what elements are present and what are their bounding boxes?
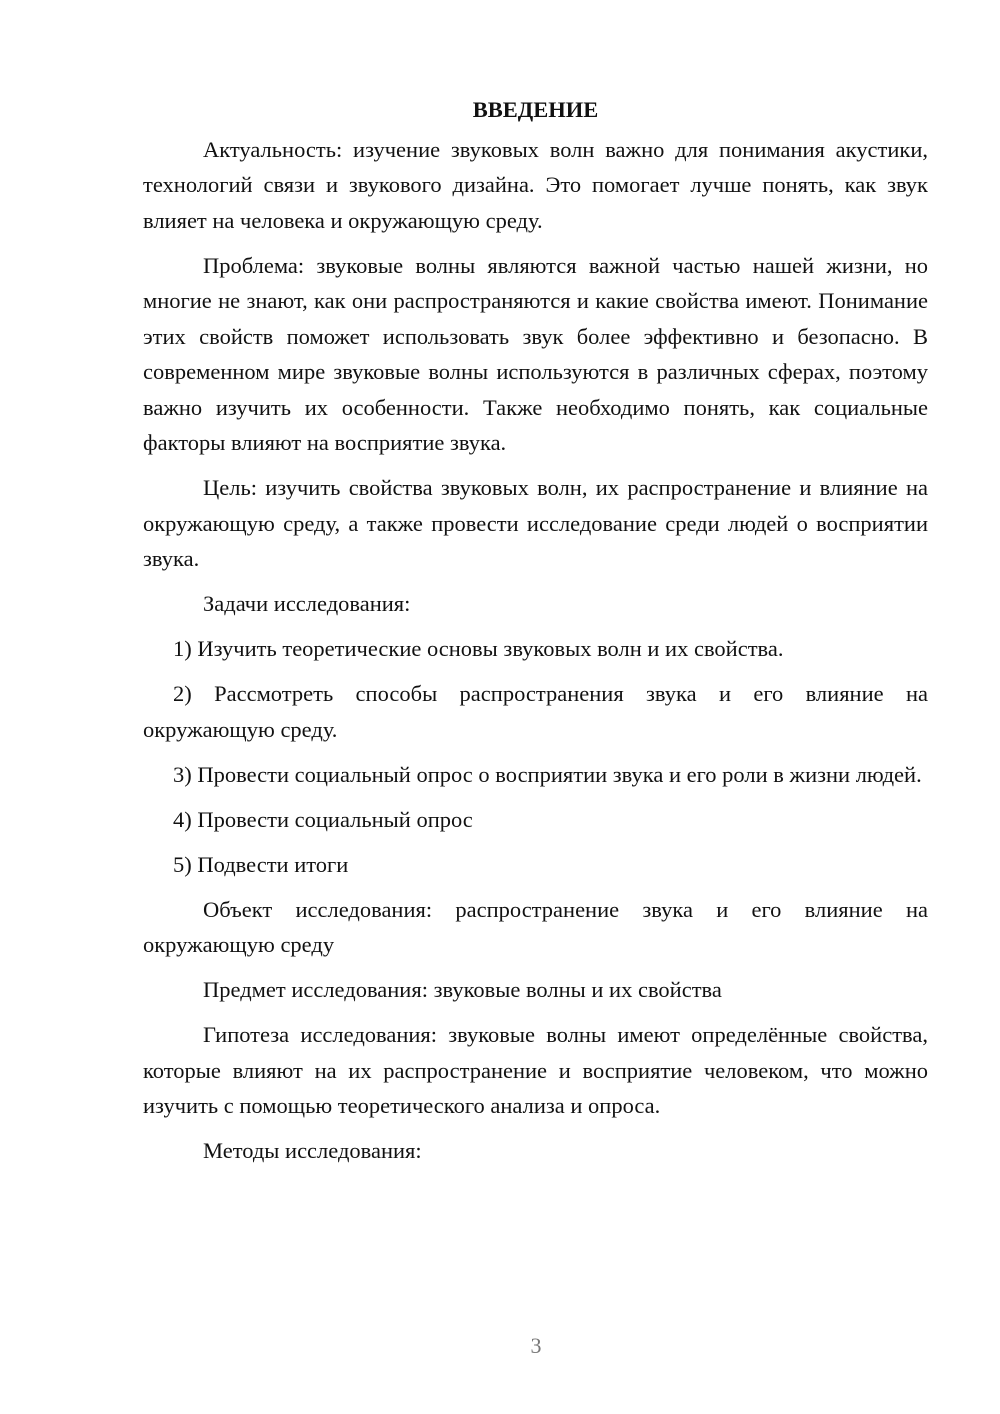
hypothesis-paragraph: Гипотеза исследования: звуковые волны имеют определённые свойства, которые влияют на их распространение и восприятие человеком, что можно изучить с помощью теоретического анализа и опроса. — [143, 1022, 928, 1118]
object-paragraph: Объект исследования: распространение звука и его влияние на окружающую среду — [143, 896, 928, 957]
page-number: 3 — [530, 1333, 542, 1358]
relevance-paragraph: Актуальность: изучение звуковых волн важно для понимания акустики, технологий связи и звукового дизайна. Это помогает лучше понять, как звук влияет на человека и окружающую среду. — [143, 136, 928, 233]
problem-paragraph: Проблема: звуковые волны являются важной частью нашей жизни, но многие не знают, как они распространяются и какие свойства имеют. Понимание этих свойств поможет использовать звук более эффективно и безопасно. В современном мире звуковые волны используются в различных сферах, поэтому важно изучить их особенности. Также необходимо понять, как социальные факторы влияют на восприятие звука. — [143, 252, 928, 455]
methods-title: Методы исследования: — [203, 1138, 422, 1163]
section-heading: ВВЕДЕНИЕ — [472, 97, 599, 122]
subject-paragraph: Предмет исследования: звуковые волны и их свойства — [203, 977, 722, 1002]
task-item: 2) Рассмотреть способы распространения звука и его влияние на окружающую среду. — [143, 681, 928, 742]
task-item: 1) Изучить теоретические основы звуковых волн и их свойства. — [173, 636, 784, 661]
page-content — [143, 92, 928, 1178]
task-item: 5) Подвести итоги — [173, 851, 349, 877]
task-item: 4) Провести социальный опрос — [173, 806, 473, 832]
task-item: 3) Провести социальный опрос о восприятии звука и его роли в жизни людей. — [173, 761, 922, 787]
tasks-title: Задачи исследования: — [203, 591, 411, 616]
goal-paragraph: Цель: изучить свойства звуковых волн, их распространение и влияние на окружающую среду, а также провести исследование среди людей о восприятии звука. — [143, 475, 928, 571]
